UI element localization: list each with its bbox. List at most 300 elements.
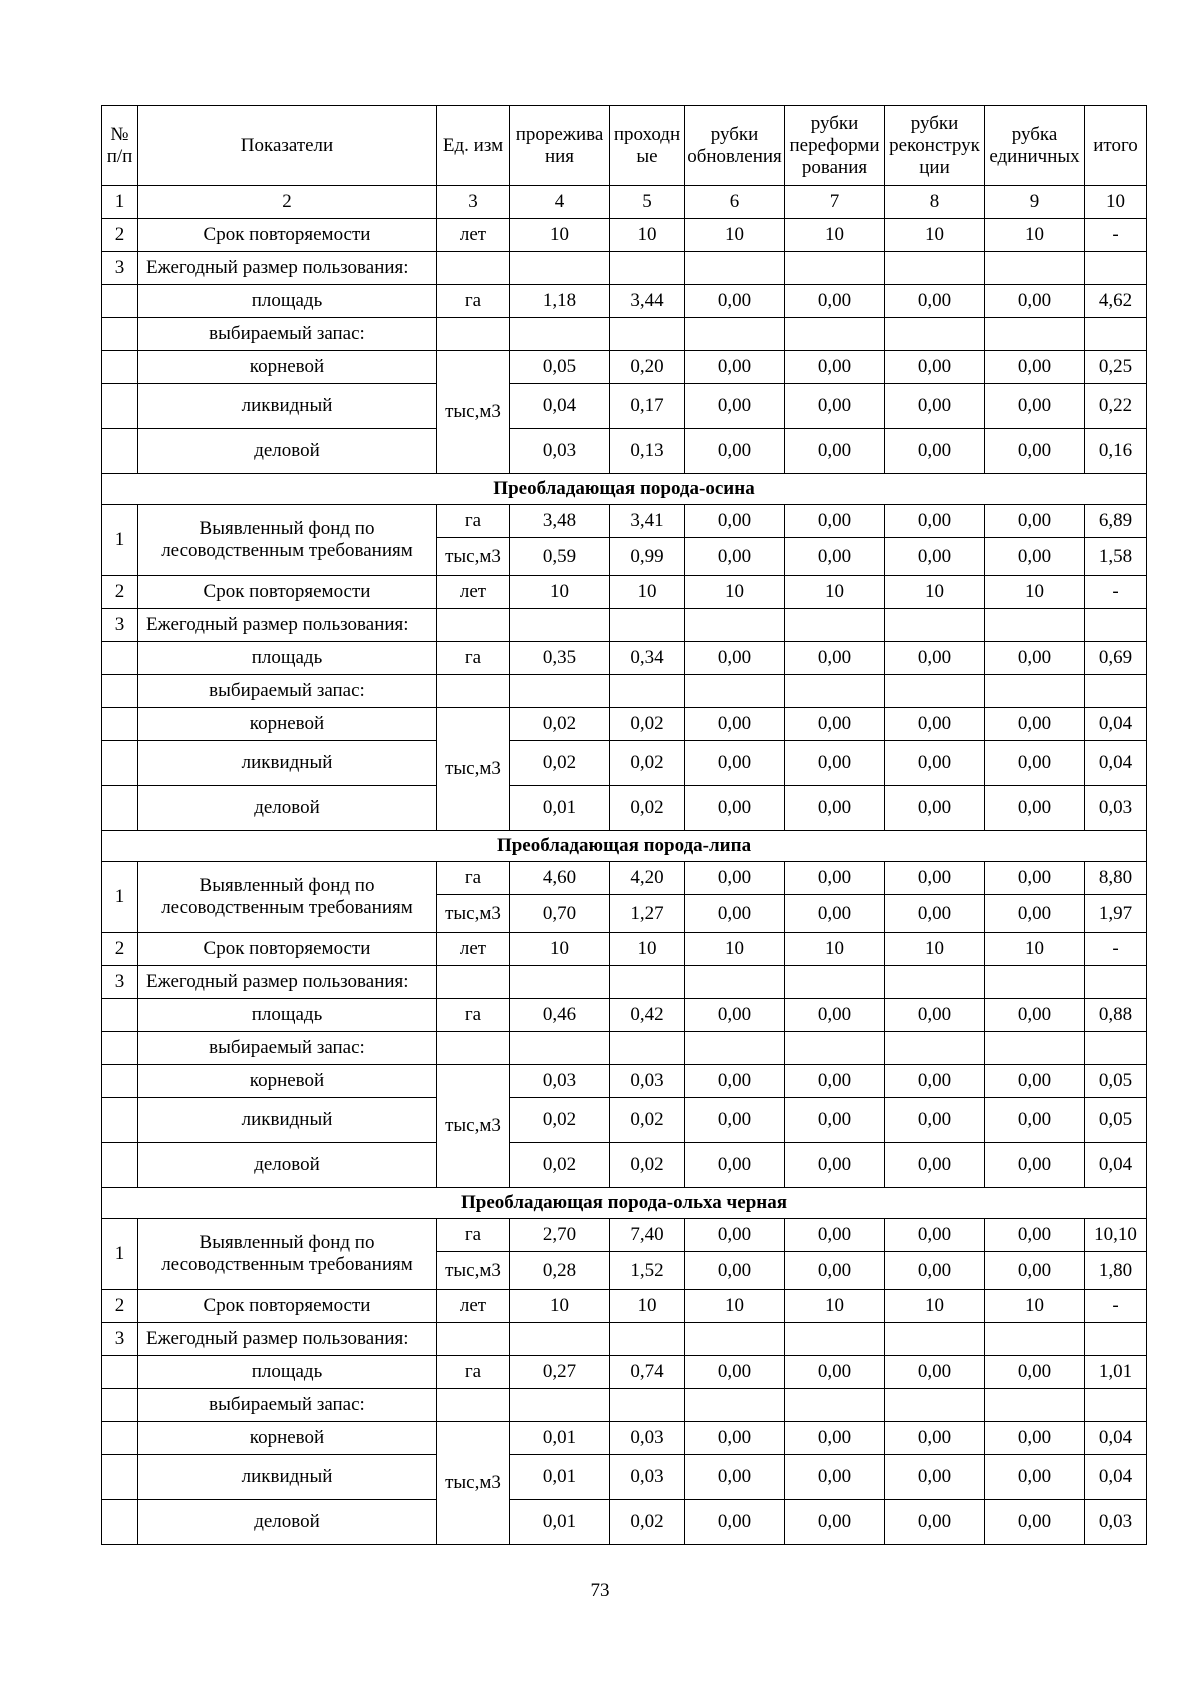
period-row [102, 219, 1147, 252]
stock-row [102, 1032, 1147, 1065]
column-number-cell: 5 [610, 186, 685, 219]
empty-cell [985, 609, 1085, 642]
empty-cell [510, 318, 610, 351]
empty-cell [510, 966, 610, 999]
value-cell: 3,41 [610, 505, 685, 538]
value-cell: 10,10 [1085, 1219, 1147, 1252]
unit-cell: га [437, 285, 510, 318]
value-cell: 0,00 [785, 862, 885, 895]
column-number-cell: 7 [785, 186, 885, 219]
harvest-table [101, 105, 1147, 1545]
value-cell: 10 [985, 576, 1085, 609]
value-cell: 0,00 [785, 429, 885, 474]
value-cell: 0,00 [785, 741, 885, 786]
column-number-cell: 8 [885, 186, 985, 219]
value-cell: 0,03 [1085, 1500, 1147, 1545]
empty-cell [437, 966, 510, 999]
value-cell: 0,00 [985, 895, 1085, 933]
unit-cell: га [437, 642, 510, 675]
value-cell: 0,00 [985, 538, 1085, 576]
header-cell-total: итого [1085, 106, 1147, 186]
value-cell: 0,00 [685, 786, 785, 831]
indicator-cell: ликвидный [138, 1455, 437, 1500]
period-row [102, 1290, 1147, 1323]
value-cell: 10 [985, 219, 1085, 252]
value-cell: 0,00 [885, 1455, 985, 1500]
header-row [102, 106, 1147, 186]
fund-ha-row [102, 505, 1147, 538]
value-cell: - [1085, 219, 1147, 252]
business-stock-row [102, 1143, 1147, 1188]
value-cell: 0,00 [785, 1065, 885, 1098]
row-number-cell: 2 [102, 1290, 138, 1323]
header-cell-indicator: Показатели [138, 106, 437, 186]
value-cell: 0,05 [510, 351, 610, 384]
value-cell: 0,02 [510, 741, 610, 786]
value-cell: 10 [785, 576, 885, 609]
empty-cell [985, 1323, 1085, 1356]
empty-cell [885, 252, 985, 285]
unit-cell: тыс,м3 [437, 1422, 510, 1545]
value-cell: 10 [685, 219, 785, 252]
empty-cell [437, 1323, 510, 1356]
column-number-cell: 2 [138, 186, 437, 219]
value-cell: 0,00 [985, 999, 1085, 1032]
value-cell: 0,00 [885, 642, 985, 675]
indicator-cell: площадь [138, 642, 437, 675]
empty-cell [510, 1032, 610, 1065]
period-row [102, 576, 1147, 609]
indicator-cell: деловой [138, 786, 437, 831]
empty-cell [985, 675, 1085, 708]
empty-cell [685, 609, 785, 642]
column-number-cell: 9 [985, 186, 1085, 219]
value-cell: 0,27 [510, 1356, 610, 1389]
empty-cell [885, 966, 985, 999]
empty-cell [437, 252, 510, 285]
header-cell-no: № п/п [102, 106, 138, 186]
indicator-cell: выбираемый запас: [138, 1389, 437, 1422]
value-cell: 4,62 [1085, 285, 1147, 318]
empty-cell [102, 1143, 138, 1188]
value-cell: 0,00 [985, 786, 1085, 831]
value-cell: 1,80 [1085, 1252, 1147, 1290]
empty-cell [102, 1422, 138, 1455]
unit-cell: лет [437, 219, 510, 252]
indicator-cell: корневой [138, 1065, 437, 1098]
section-title: Преобладающая порода-осина [102, 474, 1147, 505]
indicator-cell: корневой [138, 1422, 437, 1455]
value-cell: 7,40 [610, 1219, 685, 1252]
value-cell: 0,00 [885, 741, 985, 786]
empty-cell [785, 318, 885, 351]
empty-cell [102, 1455, 138, 1500]
unit-cell: га [437, 999, 510, 1032]
empty-cell [510, 609, 610, 642]
empty-cell [102, 642, 138, 675]
value-cell: 0,00 [985, 708, 1085, 741]
empty-cell [885, 1032, 985, 1065]
value-cell: 0,05 [1085, 1065, 1147, 1098]
empty-cell [102, 741, 138, 786]
value-cell: 0,88 [1085, 999, 1147, 1032]
value-cell: 0,00 [785, 505, 885, 538]
value-cell: 0,04 [1085, 1455, 1147, 1500]
unit-cell: га [437, 505, 510, 538]
value-cell: 10 [510, 219, 610, 252]
value-cell: 0,00 [785, 1219, 885, 1252]
value-cell: 0,00 [685, 1219, 785, 1252]
empty-cell [610, 1389, 685, 1422]
empty-cell [1085, 318, 1147, 351]
value-cell: 0,00 [885, 1143, 985, 1188]
value-cell: 0,00 [685, 642, 785, 675]
value-cell: 0,00 [685, 1252, 785, 1290]
value-cell: 3,44 [610, 285, 685, 318]
value-cell: 0,04 [1085, 708, 1147, 741]
value-cell: 0,46 [510, 999, 610, 1032]
empty-cell [1085, 252, 1147, 285]
value-cell: 10 [785, 1290, 885, 1323]
unit-cell: га [437, 1356, 510, 1389]
empty-cell [885, 318, 985, 351]
value-cell: 0,00 [685, 285, 785, 318]
period-row [102, 933, 1147, 966]
value-cell: 10 [885, 933, 985, 966]
indicator-cell: выбираемый запас: [138, 318, 437, 351]
value-cell: 0,00 [985, 1098, 1085, 1143]
value-cell: 0,02 [610, 786, 685, 831]
value-cell: 0,00 [785, 1143, 885, 1188]
header-cell-renewal: рубки обновления [685, 106, 785, 186]
row-number-cell: 3 [102, 252, 138, 285]
value-cell: 0,00 [885, 1422, 985, 1455]
value-cell: 10 [985, 933, 1085, 966]
unit-cell: тыс,м3 [437, 351, 510, 474]
value-cell: 4,20 [610, 862, 685, 895]
stock-row [102, 1389, 1147, 1422]
value-cell: 0,02 [610, 741, 685, 786]
empty-cell [437, 1389, 510, 1422]
indicator-cell: деловой [138, 1143, 437, 1188]
root-stock-row [102, 1422, 1147, 1455]
value-cell: 0,00 [885, 505, 985, 538]
value-cell: 0,02 [510, 1098, 610, 1143]
empty-cell [510, 675, 610, 708]
indicator-cell: Выявленный фонд по лесоводственным требованиям [138, 505, 437, 576]
empty-cell [785, 609, 885, 642]
empty-cell [685, 1389, 785, 1422]
value-cell: 1,97 [1085, 895, 1147, 933]
empty-cell [437, 1032, 510, 1065]
indicator-cell: Срок повторяемости [138, 1290, 437, 1323]
row-number-cell: 1 [102, 1219, 138, 1290]
value-cell: 1,52 [610, 1252, 685, 1290]
empty-cell [102, 999, 138, 1032]
area-row [102, 1356, 1147, 1389]
value-cell: - [1085, 576, 1147, 609]
section-title-row [102, 831, 1147, 862]
value-cell: 0,03 [610, 1455, 685, 1500]
value-cell: 0,00 [885, 1500, 985, 1545]
indicator-cell: площадь [138, 285, 437, 318]
row-number-cell: 3 [102, 966, 138, 999]
empty-cell [985, 966, 1085, 999]
empty-cell [437, 609, 510, 642]
empty-cell [785, 675, 885, 708]
value-cell: 0,00 [885, 1252, 985, 1290]
unit-cell: тыс,м3 [437, 538, 510, 576]
value-cell: 0,00 [685, 1143, 785, 1188]
empty-cell [785, 1389, 885, 1422]
value-cell: 0,00 [685, 741, 785, 786]
value-cell: 0,01 [510, 1500, 610, 1545]
empty-cell [102, 708, 138, 741]
value-cell: 0,00 [685, 708, 785, 741]
empty-cell [685, 675, 785, 708]
value-cell: 0,00 [985, 285, 1085, 318]
empty-cell [437, 675, 510, 708]
empty-cell [785, 1032, 885, 1065]
value-cell: 0,00 [785, 1455, 885, 1500]
value-cell: 0,04 [1085, 1143, 1147, 1188]
value-cell: 0,04 [1085, 1422, 1147, 1455]
value-cell: 0,00 [985, 351, 1085, 384]
empty-cell [685, 318, 785, 351]
value-cell: 0,02 [610, 1143, 685, 1188]
empty-cell [1085, 675, 1147, 708]
indicator-cell: Ежегодный размер пользования: [138, 252, 437, 285]
value-cell: 10 [685, 576, 785, 609]
header-cell-single: рубка единичных [985, 106, 1085, 186]
column-number-cell: 4 [510, 186, 610, 219]
empty-cell [102, 675, 138, 708]
section-title-row [102, 1188, 1147, 1219]
indicator-cell: площадь [138, 1356, 437, 1389]
empty-cell [102, 786, 138, 831]
empty-cell [1085, 609, 1147, 642]
value-cell: 0,00 [685, 1065, 785, 1098]
root-stock-row [102, 708, 1147, 741]
value-cell: 0,16 [1085, 429, 1147, 474]
indicator-cell: корневой [138, 351, 437, 384]
value-cell: 0,00 [785, 999, 885, 1032]
indicator-cell: Выявленный фонд по лесоводственным требованиям [138, 862, 437, 933]
empty-cell [610, 318, 685, 351]
page-number: 73 [590, 1580, 610, 1601]
value-cell: 0,00 [685, 862, 785, 895]
value-cell: 0,00 [685, 538, 785, 576]
liquid-stock-row [102, 384, 1147, 429]
value-cell: 0,00 [785, 708, 885, 741]
indicator-cell: Ежегодный размер пользования: [138, 609, 437, 642]
empty-cell [885, 1323, 985, 1356]
value-cell: 0,20 [610, 351, 685, 384]
area-row [102, 999, 1147, 1032]
value-cell: 0,00 [885, 862, 985, 895]
value-cell: 0,00 [985, 429, 1085, 474]
value-cell: 0,00 [885, 1065, 985, 1098]
value-cell: 0,00 [685, 384, 785, 429]
empty-cell [510, 252, 610, 285]
row-number-cell: 3 [102, 1323, 138, 1356]
value-cell: 0,00 [985, 1500, 1085, 1545]
empty-cell [885, 609, 985, 642]
empty-cell [885, 1389, 985, 1422]
value-cell: 0,00 [885, 351, 985, 384]
empty-cell [1085, 1323, 1147, 1356]
value-cell: 10 [610, 219, 685, 252]
header-cell-unit: Ед. изм [437, 106, 510, 186]
annual-usage-row [102, 609, 1147, 642]
value-cell: 0,69 [1085, 642, 1147, 675]
value-cell: 0,02 [510, 1143, 610, 1188]
value-cell: 0,00 [985, 1422, 1085, 1455]
annual-usage-row [102, 966, 1147, 999]
value-cell: 10 [610, 933, 685, 966]
value-cell: 0,00 [685, 505, 785, 538]
unit-cell: га [437, 862, 510, 895]
value-cell: 0,00 [785, 642, 885, 675]
row-number-cell: 2 [102, 933, 138, 966]
value-cell: 10 [985, 1290, 1085, 1323]
value-cell: 4,60 [510, 862, 610, 895]
value-cell: 10 [885, 219, 985, 252]
area-row [102, 642, 1147, 675]
value-cell: 0,03 [510, 1065, 610, 1098]
area-row [102, 285, 1147, 318]
value-cell: 0,00 [985, 505, 1085, 538]
value-cell: 1,27 [610, 895, 685, 933]
section-title: Преобладающая порода-липа [102, 831, 1147, 862]
empty-cell [102, 1098, 138, 1143]
value-cell: 0,00 [885, 895, 985, 933]
indicator-cell: ликвидный [138, 741, 437, 786]
root-stock-row [102, 351, 1147, 384]
value-cell: 0,00 [885, 1356, 985, 1389]
value-cell: 0,00 [685, 1455, 785, 1500]
unit-cell: тыс,м3 [437, 1065, 510, 1188]
value-cell: 0,42 [610, 999, 685, 1032]
header-cell-reformation: рубки переформи рования [785, 106, 885, 186]
fund-ha-row [102, 1219, 1147, 1252]
value-cell: 10 [885, 1290, 985, 1323]
value-cell: 0,02 [610, 1500, 685, 1545]
value-cell: 1,18 [510, 285, 610, 318]
empty-cell [102, 351, 138, 384]
column-number-cell: 3 [437, 186, 510, 219]
value-cell: 0,02 [510, 708, 610, 741]
empty-cell [610, 675, 685, 708]
value-cell: 0,00 [685, 1422, 785, 1455]
indicator-cell: выбираемый запас: [138, 1032, 437, 1065]
value-cell: 0,59 [510, 538, 610, 576]
empty-cell [985, 318, 1085, 351]
indicator-cell: Ежегодный размер пользования: [138, 1323, 437, 1356]
value-cell: 0,00 [785, 1356, 885, 1389]
value-cell: 0,00 [785, 285, 885, 318]
value-cell: 0,70 [510, 895, 610, 933]
header-cell-reconstruction: рубки реконструк ции [885, 106, 985, 186]
value-cell: 2,70 [510, 1219, 610, 1252]
value-cell: 0,03 [1085, 786, 1147, 831]
row-number-cell: 1 [102, 505, 138, 576]
empty-cell [610, 1323, 685, 1356]
indicator-cell: ликвидный [138, 384, 437, 429]
column-number-row [102, 186, 1147, 219]
indicator-cell: деловой [138, 429, 437, 474]
value-cell: 10 [685, 933, 785, 966]
indicator-cell: Срок повторяемости [138, 933, 437, 966]
liquid-stock-row [102, 741, 1147, 786]
value-cell: 0,00 [685, 1356, 785, 1389]
value-cell: 0,02 [610, 1098, 685, 1143]
indicator-cell: Ежегодный размер пользования: [138, 966, 437, 999]
empty-cell [102, 1065, 138, 1098]
value-cell: 0,74 [610, 1356, 685, 1389]
value-cell: 0,00 [685, 429, 785, 474]
value-cell: 0,00 [785, 538, 885, 576]
value-cell: 0,34 [610, 642, 685, 675]
value-cell: 6,89 [1085, 505, 1147, 538]
unit-cell: га [437, 1219, 510, 1252]
value-cell: 0,00 [885, 786, 985, 831]
value-cell: 0,00 [885, 429, 985, 474]
value-cell: 0,04 [1085, 741, 1147, 786]
empty-cell [685, 1323, 785, 1356]
value-cell: - [1085, 933, 1147, 966]
annual-usage-row [102, 1323, 1147, 1356]
value-cell: 0,00 [785, 786, 885, 831]
indicator-cell: ликвидный [138, 1098, 437, 1143]
unit-cell: тыс,м3 [437, 895, 510, 933]
value-cell: 0,99 [610, 538, 685, 576]
value-cell: 0,03 [610, 1065, 685, 1098]
value-cell: 3,48 [510, 505, 610, 538]
value-cell: 0,17 [610, 384, 685, 429]
column-number-cell: 1 [102, 186, 138, 219]
empty-cell [785, 252, 885, 285]
value-cell: 0,00 [985, 862, 1085, 895]
unit-cell: лет [437, 1290, 510, 1323]
unit-cell: лет [437, 576, 510, 609]
indicator-cell: корневой [138, 708, 437, 741]
value-cell: 0,35 [510, 642, 610, 675]
empty-cell [102, 318, 138, 351]
value-cell: 0,00 [885, 538, 985, 576]
value-cell: 0,01 [510, 1422, 610, 1455]
value-cell: 0,00 [985, 1455, 1085, 1500]
empty-cell [885, 675, 985, 708]
value-cell: 0,00 [785, 1422, 885, 1455]
value-cell: 10 [785, 933, 885, 966]
empty-cell [685, 1032, 785, 1065]
empty-cell [985, 1032, 1085, 1065]
value-cell: 8,80 [1085, 862, 1147, 895]
value-cell: - [1085, 1290, 1147, 1323]
value-cell: 0,00 [685, 1500, 785, 1545]
row-number-cell: 1 [102, 862, 138, 933]
empty-cell [102, 1389, 138, 1422]
indicator-cell: выбираемый запас: [138, 675, 437, 708]
value-cell: 0,22 [1085, 384, 1147, 429]
empty-cell [102, 1356, 138, 1389]
empty-cell [102, 384, 138, 429]
empty-cell [785, 1323, 885, 1356]
column-number-cell: 6 [685, 186, 785, 219]
empty-cell [985, 1389, 1085, 1422]
value-cell: 0,01 [510, 786, 610, 831]
